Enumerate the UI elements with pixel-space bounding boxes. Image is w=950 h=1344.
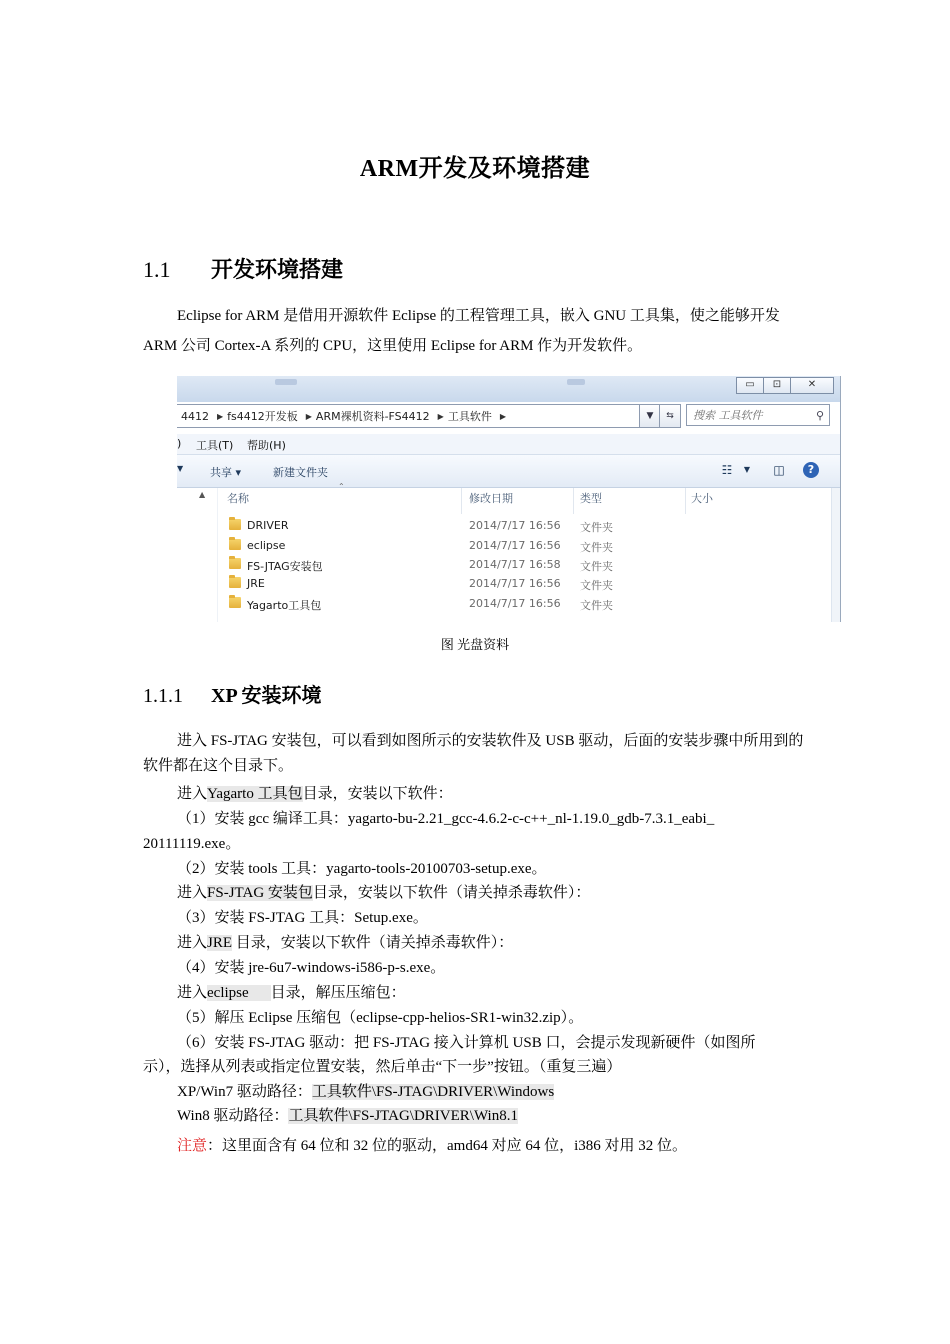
file-type: 文件夹 xyxy=(580,521,613,534)
command-toolbar xyxy=(177,455,840,488)
text: 目录，安装以下软件（请关掉杀毒软件）： xyxy=(312,885,591,901)
window-controls xyxy=(737,377,834,393)
driver-path-win8 xyxy=(177,1104,518,1125)
search-input[interactable] xyxy=(686,404,830,426)
view-options-icon[interactable]: ☷ xyxy=(721,463,733,477)
sort-ascending-icon: ⌃ xyxy=(338,482,345,491)
folder-icon xyxy=(229,597,241,608)
close-button[interactable]: ✕ xyxy=(790,377,834,394)
refresh-icon[interactable]: ⇆ xyxy=(659,404,681,428)
step-4: （4）安装 jre-6u7-windows-i586-p-s.exe。 xyxy=(177,960,446,976)
column-divider xyxy=(461,488,462,514)
step-6-line-b: 示），选择从列表或指定位置安装，然后单击“下一步”按钮。（重复三遍） xyxy=(143,1059,622,1075)
file-type: 文件夹 xyxy=(580,541,613,554)
share-button[interactable]: 共享 ▾ xyxy=(210,466,242,479)
file-name: eclipse xyxy=(247,539,286,552)
chevron-right-icon: ▶ xyxy=(437,411,444,421)
step-1-line-a: （1）安装 gcc 编译工具：yagarto-bu-2.21_gcc-4.6.2-c-c++_nl-1.19.0_gdb-7.3.1_eabi_ xyxy=(177,811,715,827)
file-date: 2014/7/17 16:56 xyxy=(469,519,561,532)
file-row[interactable] xyxy=(177,594,832,613)
file-date: 2014/7/17 16:58 xyxy=(469,558,561,571)
file-name: FS-JTAG安装包 xyxy=(247,560,323,573)
chevron-right-icon: ▶ xyxy=(499,411,506,421)
breadcrumb-arm-docs[interactable]: ARM裸机资料-FS4412 xyxy=(315,410,430,423)
paragraph-install-intro: 进入 FS-JTAG 安装包，可以看到如图所示的安装软件及 USB 驱动，后面的安装步骤中所用到的软件都在这个目录下。 xyxy=(143,733,804,774)
file-date: 2014/7/17 16:56 xyxy=(469,577,561,590)
file-type: 文件夹 xyxy=(580,599,613,612)
step-2: （2）安装 tools 工具：yagarto-tools-20100703-setup.exe。 xyxy=(177,861,547,877)
section-title: 开发环境搭建 xyxy=(211,257,344,282)
blurred-text xyxy=(567,379,585,385)
folder-icon xyxy=(229,539,241,550)
column-header-date[interactable]: 修改日期 xyxy=(469,492,513,505)
document-title: ARM开发及环境搭建 xyxy=(359,156,591,182)
file-type: 文件夹 xyxy=(580,579,613,592)
text: 进入 xyxy=(177,885,208,901)
highlight-path: 工具软件\FS-JTAG\DRIVER\Win8.1 xyxy=(288,1108,518,1124)
line-fsjtag xyxy=(177,881,590,902)
section-heading-1-1 xyxy=(143,253,343,284)
column-divider xyxy=(685,488,686,514)
intro-paragraph: Eclipse for ARM 是借用开源软件 Eclipse 的工程管理工具，嵌入 GNU 工具集，使之能够开发 ARM 公司 Cortex-A 系列的 CPU，这里使用 Eclipse for ARM 作为开发软件。 xyxy=(143,308,780,354)
address-dropdown-icon[interactable]: ▼ xyxy=(639,404,661,428)
line-eclipse xyxy=(177,981,406,1002)
step-6-line-a: （6）安装 FS-JTAG 驱动：把 FS-JTAG 接入计算机 USB 口，会提示发现新硬件（如图所 xyxy=(177,1035,756,1051)
file-list xyxy=(177,482,832,622)
file-name: DRIVER xyxy=(247,519,289,532)
chevron-right-icon: ▶ xyxy=(217,411,224,421)
chevron-down-icon[interactable]: ▼ xyxy=(743,465,751,474)
text: 目录，解压压缩包： xyxy=(270,985,406,1001)
menu-help[interactable]: 帮助(H) xyxy=(247,439,286,452)
section-number: 1.1.1 xyxy=(143,685,183,707)
highlight-folder: Yagarto 工具包 xyxy=(207,786,303,802)
column-header-size[interactable]: 大小 xyxy=(691,492,713,505)
file-row[interactable] xyxy=(177,536,832,555)
highlight-folder: FS-JTAG 安装包 xyxy=(207,885,313,901)
new-folder-button[interactable]: 新建文件夹 xyxy=(273,466,328,479)
text: 目录，安装以下软件： xyxy=(302,786,453,802)
maximize-button[interactable]: ⊡ xyxy=(763,377,791,394)
section-number: 1.1 xyxy=(143,257,171,282)
minimize-button[interactable]: ▭ xyxy=(736,377,764,394)
blurred-text xyxy=(275,379,297,385)
file-date: 2014/7/17 16:56 xyxy=(469,539,561,552)
menu-tools[interactable]: 工具(T) xyxy=(196,439,234,452)
search-icon: ⚲ xyxy=(815,409,824,422)
text: XP/Win7 驱动路径： xyxy=(177,1084,312,1100)
highlight-folder: JRE xyxy=(207,935,233,951)
highlight-path: 工具软件\FS-JTAG\DRIVER\Windows xyxy=(311,1084,555,1100)
note-text: ：这里面含有 64 位和 32 位的驱动，amd64 对应 64 位，i386 对用 32 位。 xyxy=(207,1138,688,1154)
folder-icon xyxy=(229,519,241,530)
column-header-name[interactable]: 名称 xyxy=(227,492,249,505)
line-yagarto xyxy=(177,782,453,803)
file-explorer-screenshot xyxy=(177,376,841,622)
file-row[interactable] xyxy=(177,574,832,593)
line-jre xyxy=(177,931,513,952)
highlight-folder: eclipse xyxy=(207,985,271,1001)
column-divider xyxy=(573,488,574,514)
driver-path-xp-win7 xyxy=(177,1080,554,1101)
breadcrumb-tools[interactable]: 工具软件 xyxy=(447,410,492,423)
step-1-line-b: 20111119.exe。 xyxy=(143,836,241,852)
address-bar[interactable] xyxy=(177,404,658,428)
breadcrumb-board[interactable]: fs4412开发板 xyxy=(227,410,298,423)
folder-icon xyxy=(229,558,241,569)
note-line xyxy=(177,1134,687,1155)
text: 目录，安装以下软件（请关掉杀毒软件）： xyxy=(232,935,514,951)
text: 进入 xyxy=(177,786,208,802)
file-date: 2014/7/17 16:56 xyxy=(469,597,561,610)
preview-pane-icon[interactable]: ◫ xyxy=(773,463,785,477)
file-name: Yagarto工具包 xyxy=(247,599,322,612)
column-header-type[interactable]: 类型 xyxy=(580,492,602,505)
file-row[interactable] xyxy=(177,516,832,535)
scroll-up-icon[interactable]: ▲ xyxy=(199,490,206,499)
breadcrumb-4412[interactable]: 4412 xyxy=(181,409,209,423)
menu-bar xyxy=(177,434,840,455)
file-name: JRE xyxy=(247,577,265,590)
text: 进入 xyxy=(177,935,208,951)
section-heading-1-1-1 xyxy=(143,679,322,708)
note-label: 注意 xyxy=(177,1138,208,1154)
folder-icon xyxy=(229,577,241,588)
file-type: 文件夹 xyxy=(580,560,613,573)
text: Win8 驱动路径： xyxy=(177,1108,289,1124)
file-row[interactable] xyxy=(177,555,832,574)
figure-caption: 图 光盘资料 xyxy=(440,637,510,652)
search-placeholder: 搜索 工具软件 xyxy=(693,409,763,422)
chevron-down-icon[interactable]: ▼ xyxy=(177,464,184,473)
step-3: （3）安装 FS-JTAG 工具：Setup.exe。 xyxy=(177,910,428,926)
section-title: XP 安装环境 xyxy=(211,685,322,707)
vertical-scrollbar[interactable] xyxy=(831,488,840,622)
text: 进入 xyxy=(177,985,208,1001)
step-5: （5）解压 Eclipse 压缩包（eclipse-cpp-helios-SR1-win32.zip）。 xyxy=(177,1010,584,1026)
menu-separator: ) xyxy=(177,437,182,450)
chevron-right-icon: ▶ xyxy=(305,411,312,421)
window-titlebar xyxy=(177,376,840,402)
help-icon[interactable]: ? xyxy=(803,462,819,478)
